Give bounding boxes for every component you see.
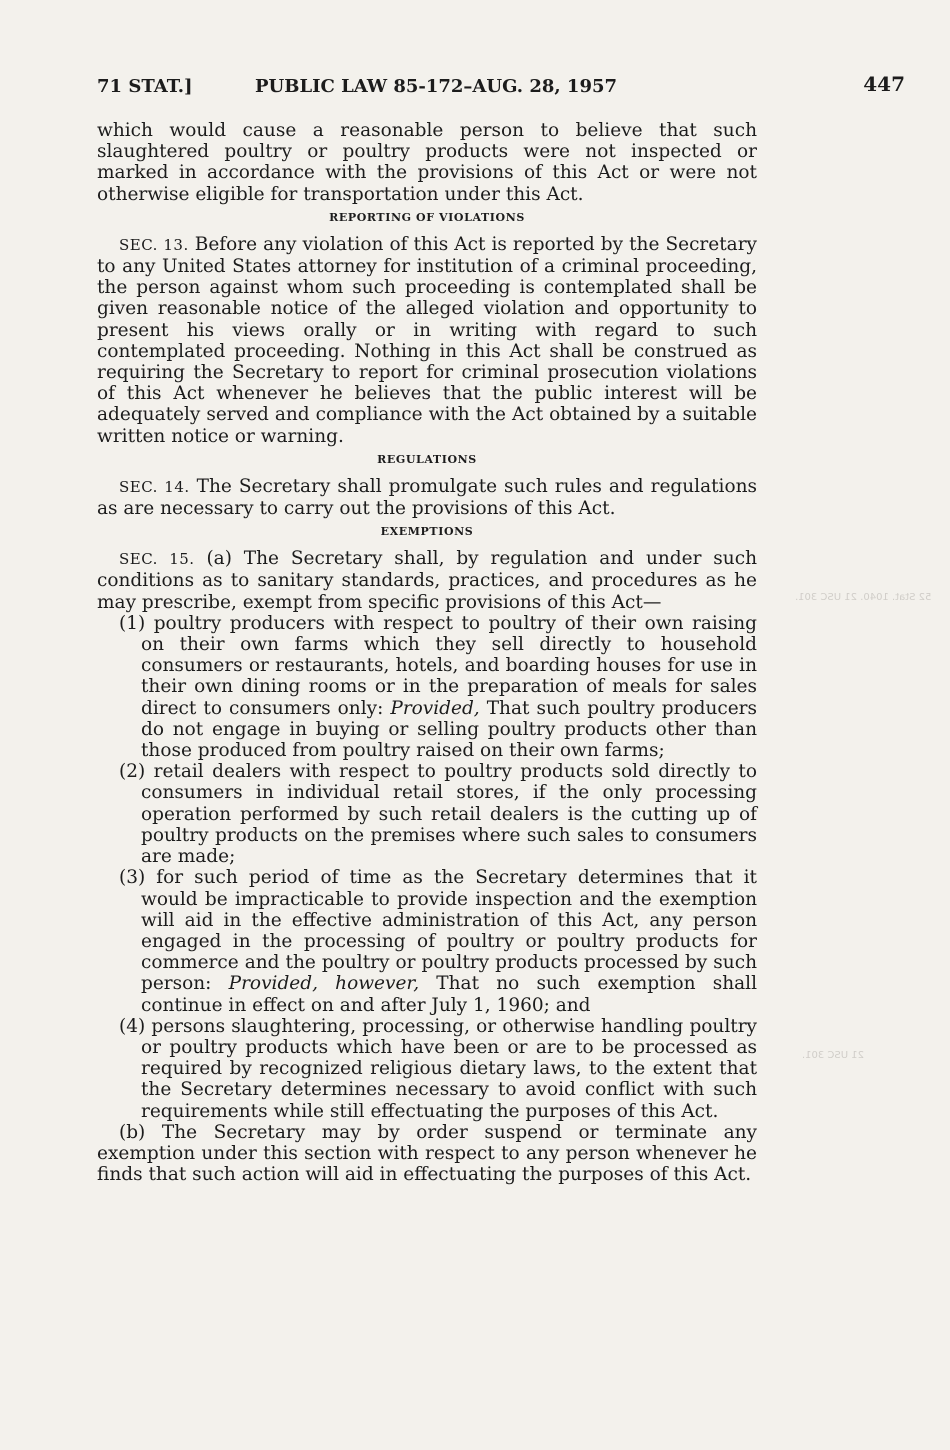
- margin-note-bleed-through: 52 Stat. 1040. 21 USC 301.: [795, 592, 932, 603]
- statute-volume: 71 STAT.]: [97, 76, 193, 97]
- section-15a-paragraph: [97, 548, 757, 613]
- intro-paragraph: which would cause a reasonable person to believe that such slaughtered poultry or poultry products were not inspected or marked in accordance with the provisions of this Act or were not otherwise eligible for transportation under this Act.: [97, 120, 757, 205]
- public-law-title: PUBLIC LAW 85-172–AUG. 28, 1957: [255, 76, 618, 97]
- item-1-text-a: (1) poultry producers with respect to poultry of their own raising on their own farms which they sell directly to household consumers or restaurants, hotels, and boarding houses for use in their own dining rooms or in the preparation of meals for sales direct to consumers only:: [119, 612, 757, 719]
- section-14-label: SEC. 14.: [119, 477, 190, 496]
- section-13-label: SEC. 13.: [119, 235, 189, 254]
- item-3-proviso: Provided, however,: [228, 973, 420, 995]
- section-13-paragraph: [97, 234, 757, 447]
- item-3-text-a: (3) for such period of time as the Secretary determines that it would be impracticable to provide inspection and the exemption will aid in the effective administration of this Act, any person engaged in the processing of poultry or poultry products for commerce and the poultry or poultry products processed by such person:: [119, 867, 757, 995]
- section-13-text: Before any violation of this Act is reported by the Secretary to any United States attorney for institution of a criminal proceeding, the person against whom such proceeding is contemplated shall be given reasonable notice of the alleged violation and opportunity to present his views orally or in writing with regard to such contemplated proceeding. Nothing in this Act shall be construed as requiring the Secretary to report for criminal prosecution violations of this Act whenever he believes that the public interest will be adequately served and compliance with the Act obtained by a suitable written notice or warning.: [97, 233, 757, 447]
- item-1-text-b: That such poultry producers do not engage in buying or selling poultry products other than those produced from poultry raised on their own farms;: [141, 697, 757, 762]
- statute-body: [97, 120, 757, 1185]
- exemption-item-4: (4) persons slaughtering, processing, or otherwise handling poultry or poultry products which have been or are to be processed as required by recognized religious dietary laws, to the extent that the Secretary determines necessary to avoid conflict with such requirements while still effectuating the purposes of this Act.: [119, 1015, 757, 1122]
- exemption-item-2: (2) retail dealers with respect to poultry products sold directly to consumers in individual retail stores, if the only processing operation performed by such retail dealers is the cutting up of poultry products on the premises where such sales to consumers are made;: [119, 761, 757, 868]
- exemption-item-3: [97, 867, 757, 1015]
- section-15-label: SEC. 15.: [119, 550, 195, 569]
- margin-note-bleed-through-2: 21 USC 301.: [802, 1050, 864, 1061]
- heading-reporting-of-violations: REPORTING OF VIOLATIONS: [329, 210, 525, 224]
- section-14-text: The Secretary shall promulgate such rules and regulations as are necessary to carry out the provisions of this Act.: [97, 475, 757, 520]
- item-1-proviso: Provided,: [390, 697, 480, 719]
- exemption-item-1: [97, 613, 757, 761]
- page-number: 447: [863, 72, 905, 96]
- heading-exemptions: EXEMPTIONS: [380, 525, 474, 539]
- section-15b-paragraph: (b) The Secretary may by order suspend or terminate any exemption under this section with respect to any person whenever he finds that such action will aid in effectuating the purposes of this Act.: [97, 1121, 757, 1186]
- running-header: [97, 72, 905, 100]
- section-15a-text: (a) The Secretary shall, by regulation and under such conditions as to sanitary standards, practices, and procedures as he may prescribe, exempt from specific provisions of this Act—: [97, 548, 757, 613]
- item-3-text-b: That no such exemption shall continue in effect on and after July 1, 1960; and: [141, 973, 758, 1016]
- heading-regulations: REGULATIONS: [377, 452, 477, 466]
- section-14-paragraph: [97, 476, 757, 519]
